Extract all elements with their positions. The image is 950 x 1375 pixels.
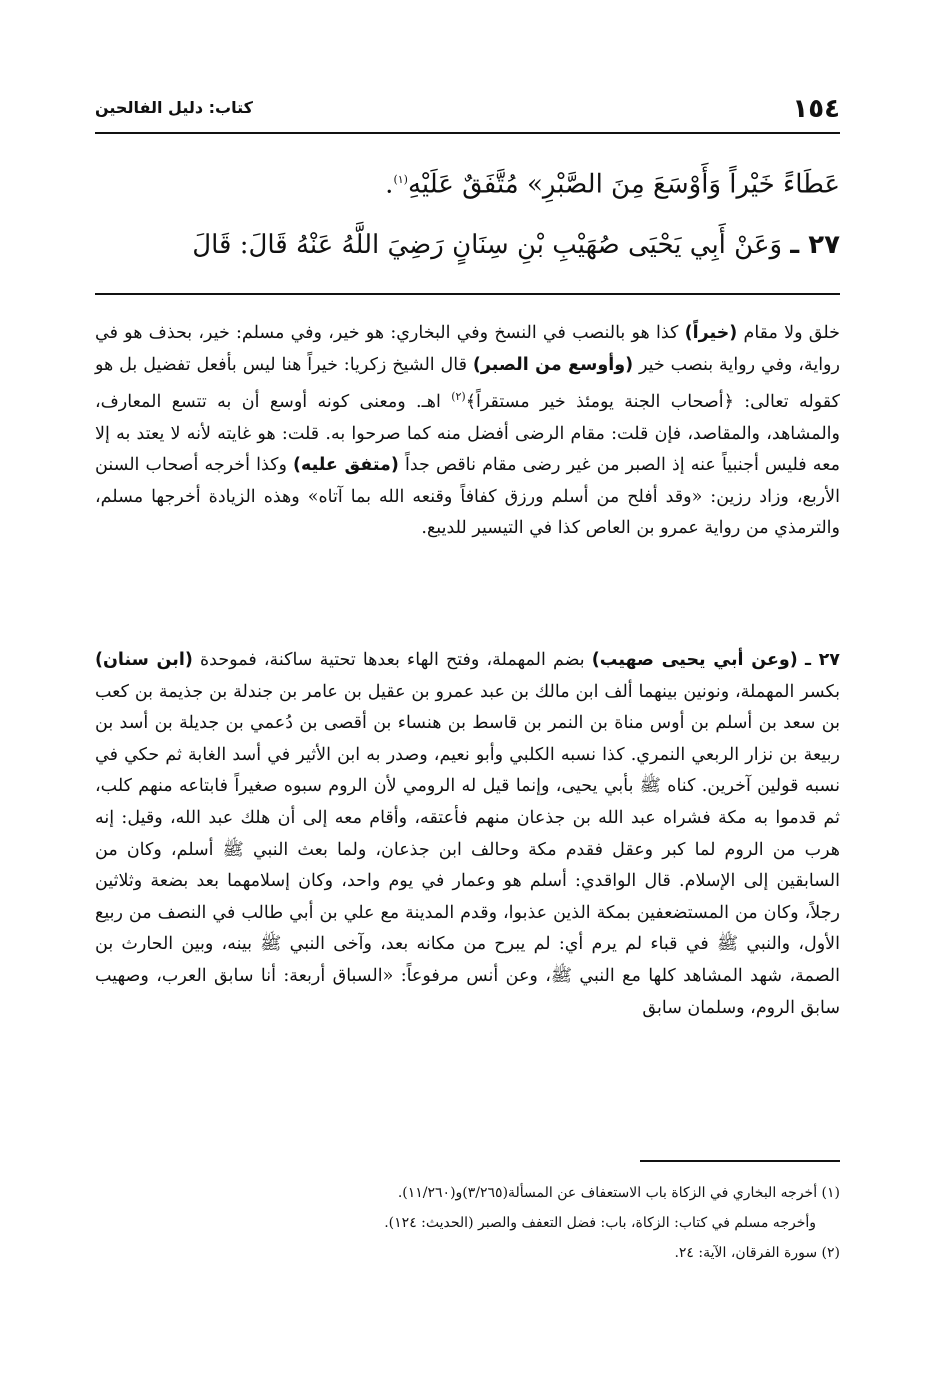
hadith-number: ٢٧ ـ <box>790 229 840 260</box>
footnote-2: (٢) سورة الفرقان، الآية: ٢٤. <box>674 1245 840 1261</box>
footnote-ref-1: (١) <box>393 173 408 186</box>
page-number: ١٥٤ <box>792 94 840 124</box>
page-header <box>95 94 840 130</box>
header-rule <box>95 132 840 134</box>
paragraph-number: ٢٧ ـ <box>804 650 840 670</box>
commentary-paragraph-27: ٢٧ ـ (وعن أبي يحيى صهيب) بضم المهملة، وفتح الهاء بعدها تحتية ساكنة، فموحدة (ابن سنان) بكسر المهملة، ونونين بينهما ألف ابن مالك بن عبد عمرو بن عقيل بن عامر بن جندلة بن جذيمة بن كعب بن سعد بن أسلم بن أوس مناة بن النمر بن قاسط بن هنساء بن أقصى بن دُعمي بن جديلة بن أسد بن ربيعة بن نزار الربعي النمري. كذا نسبه الكلبي وأبو نعيم، وصدر به ابن الأثير في أسد الغابة ثم حكي في نسبه قولين آخرين. كناه ﷺ بأبي يحيى، وإنما قيل له الرومي لأن الروم سبوه صغيراً فابتاعه منهم كلب، ثم قدموا به مكة فشراه عبد الله بن جذعان منهم فأعتقه، وأقام معه إلى أن هلك عبد الله، وقيل: إنه هرب من الروم لما كبر وعقل فقدم مكة وحالف ابن جذعان، ولما بعث النبي ﷺ أسلم، وكان من السابقين إلى الإسلام. قال الواقدي: أسلم هو وعمار في يوم واحد، وكان إسلامهما بعد بضعة وثلاثين رجلاً، وكان من المستضعفين بمكة الذين عذبوا، وقدم المدينة مع علي بن أبي طالب في النصف من ربيع الأول، والنبي ﷺ في قباء لم يرم أي: لم يبرح من مكانه بعد، وآخى النبي ﷺ بينه، وبين الحارث بن الصمة، شهد المشاهد كلها مع النبي ﷺ، وعن أنس مرفوعاً: «السباق أربعة: أنا سابق العرب، وصهيب سابق الروم، وسلمان سابق <box>95 650 840 1018</box>
footnotes <box>95 1178 840 1268</box>
commentary-previous <box>95 318 840 545</box>
commentary-hadith-27 <box>95 645 840 1024</box>
footnote-1-continued: وأخرجه مسلم في كتاب: الزكاة، باب: فضل التعفف والصبر (الحديث: ١٢٤). <box>384 1215 816 1231</box>
footnote-1: (١) أخرجه البخاري في الزكاة باب الاستعفاف عن المسألة(٣/٢٦٥)و(١١/٢٦٠). <box>397 1185 840 1201</box>
running-title: كتاب: دليل الفالحين <box>95 98 253 117</box>
hadith-text <box>95 150 840 275</box>
footnote-ref-2: (٢) <box>451 390 466 404</box>
commentary-paragraph-1: خلق ولا مقام (خيراً) كذا هو بالنصب في النسخ وفي البخاري: هو خير، وفي مسلم: خير، بحذف هو في رواية، وفي رواية بنصب خير (وأوسع من الصبر) قال الشيخ زكريا: خيراً هنا ليس بأفعل تفضيل بل هو كقوله تعالى: ﴿أصحاب الجنة يومئذ خير مستقراً﴾$^{(٢)}$ اهـ. ومعنى كونه أوسع أن به تتسع المعارف، والمشاهد، والمقاصد، فإن قلت: مقام الرضى أفضل منه كما صرحوا به. قلت: هو غايته لأنه لا يعتد به إلا معه فليس أجنبياً عنه إذ الصبر من غير رضى مقام ناقص جداً (متفق عليه) وكذا أخرجه أصحاب السنن الأربع، وزاد رزين: «وقد أفلح من أسلم ورزق كفافاً وقنعه الله بما آتاه» وهذه الزيادة أخرجها مسلم، والترمذي من رواية عمرو بن العاص كذا في التيسير للديبع. <box>95 323 840 539</box>
text-commentary-divider <box>95 293 840 295</box>
footnote-rule <box>640 1160 840 1162</box>
hadith-line-2: ٢٧ ـ وَعَنْ أَبِي يَحْيَى صُهَيْبِ بْنِ سِنَانٍ رَضِيَ اللَّهُ عَنْهُ قَالَ: قَالَ <box>192 229 840 260</box>
hadith-line-1: عَطَاءً خَيْراً وَأَوْسَعَ مِنَ الصَّبْرِ» مُتَّفَقٌ عَلَيْهِ$^{(١)}$. <box>385 169 840 200</box>
